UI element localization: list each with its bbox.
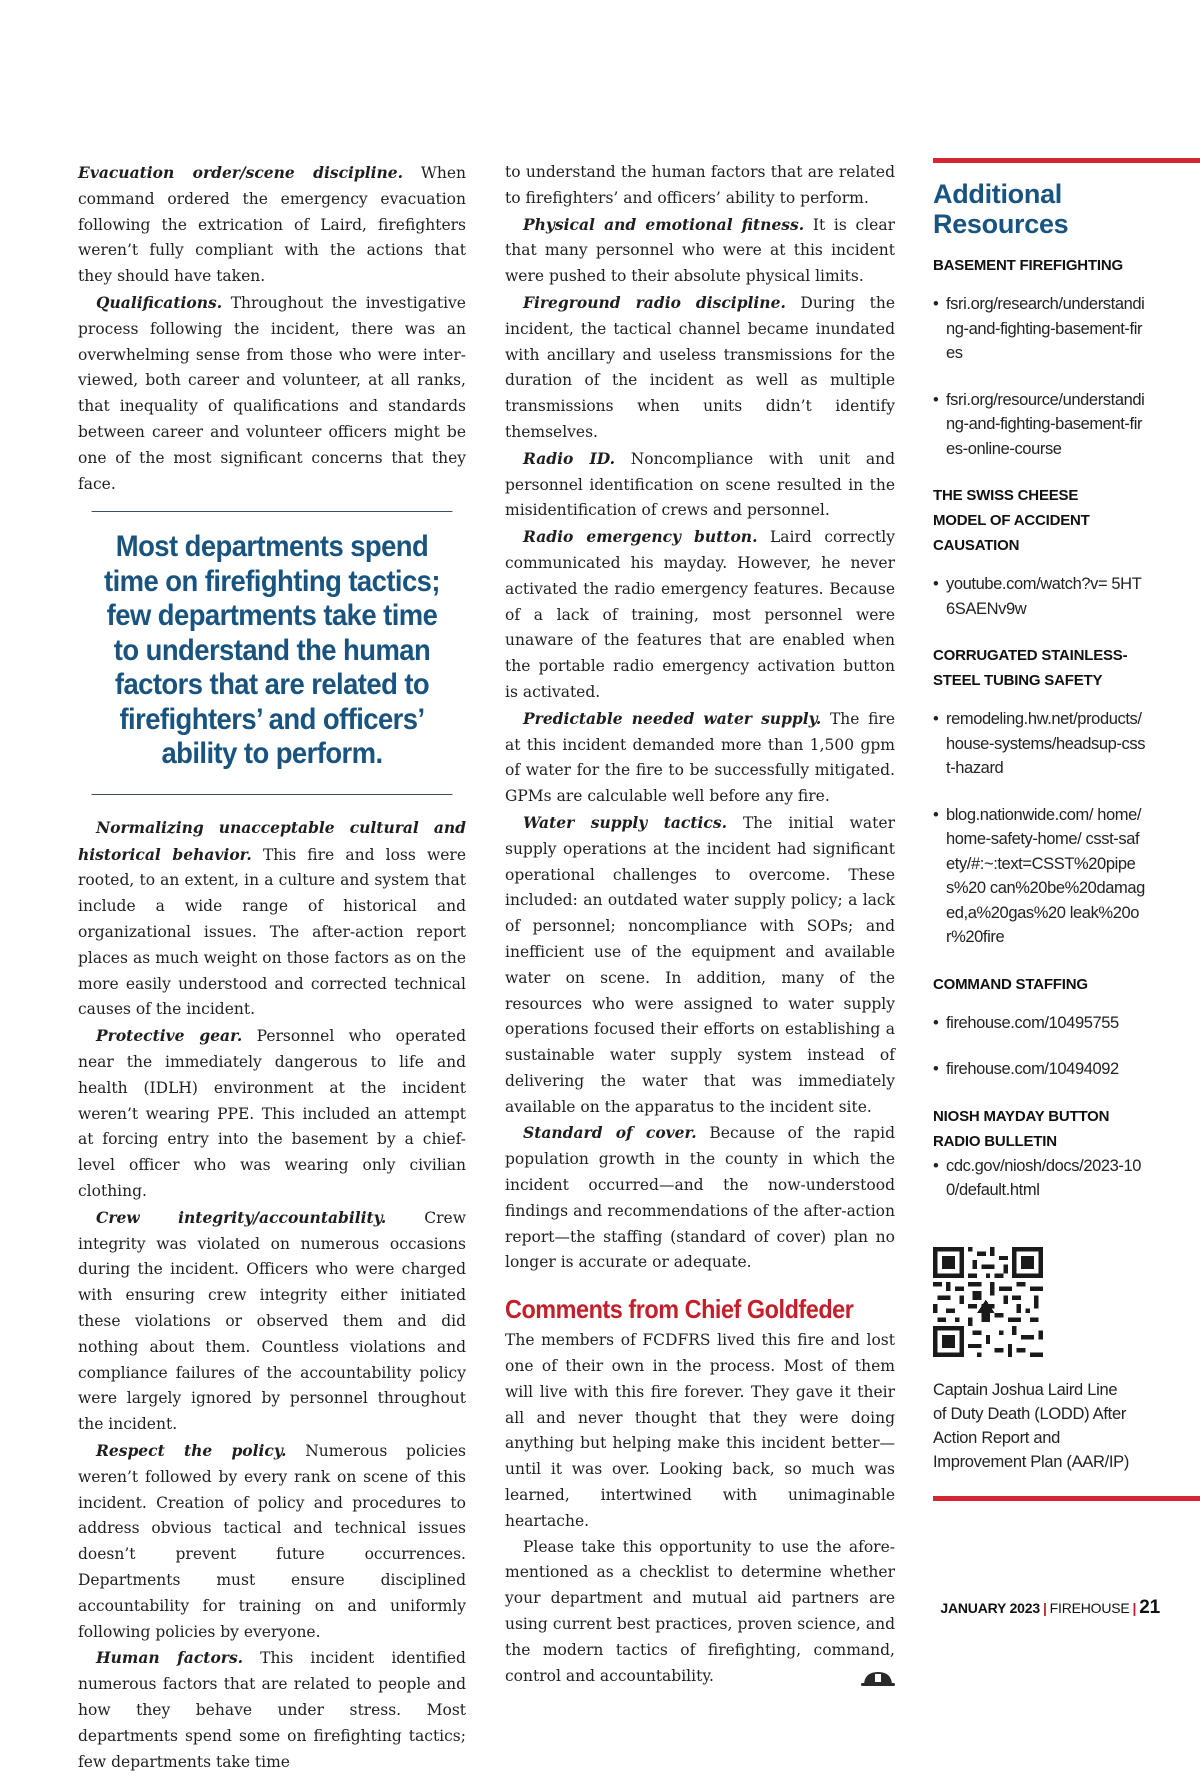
qr-caption: Captain Joshua Laird Line of Duty Death (LODD) After Action Report and Improvement Plan (AAR/IP) (933, 1380, 1130, 1471)
resource-link[interactable]: • firehouse.com/10494092 (933, 1057, 1146, 1082)
resource-section (933, 643, 1200, 950)
paragraph: Please take this opportunity to use the aforementioned as a checklist to determine whether your department and mutual aid partners are using current best practices, proven science, and the modern tactics of firefighting, command, control and accountability. (505, 1535, 895, 1690)
paragraph: The members of FCDFRS lived this fire and lost one of their own in the process. Most of them will live with this fire forever. They gave it their all and never thought that they were doing anything but helping make this incident better—until it was over. Looking back, so much was learned, intertwined with unimaginable heartache. (505, 1331, 895, 1530)
sidebar-title: Additional Resources (933, 179, 1069, 239)
resource-heading: NIOSH MAYDAY BUTTON RADIO BULLETIN (933, 1107, 1110, 1150)
paragraph: Radio emergency button. Laird correctly communicated his mayday. However, he never activated the radio emergency features. Because of a lack of training, most personnel were unaware of the features that are enabled when the portable radio emergency activation button is activated. (505, 527, 895, 701)
resource-section (933, 483, 1200, 621)
paragraph: Respect the policy. Numerous policies weren’t followed by every rank on scene of this incident. Creation of policy and procedures to address obvious tactical and technical issues doesn’t prevent future occurrences. Departments must ensure disciplined accountability for training on and uniformly following policies by everyone. (78, 1440, 466, 1641)
resource-section (933, 253, 1200, 461)
page-number: 21 (1139, 1597, 1160, 1618)
resource-link[interactable]: • firehouse.com/10495755 (933, 1011, 1146, 1036)
sidebar-bottom-rule (933, 1496, 1200, 1501)
resource-link[interactable]: • remodeling.hw.net/products/house-systems/headsup-csst-hazard (933, 707, 1146, 781)
resource-section (933, 1104, 1200, 1203)
qr-code[interactable] (933, 1247, 1043, 1357)
page-footer (940, 1597, 1160, 1619)
issue-date: JANUARY 2023 (940, 1600, 1040, 1616)
resource-link[interactable]: • cdc.gov/niosh/docs/2023-100/default.html (933, 1154, 1146, 1203)
pull-quote: Most departments spend time on firefighting tactics; few departments take time to understand the human factors that are related to firefighters’ and officers’ ability to perform. (92, 511, 453, 795)
paragraph: Protective gear. Personnel who operated near the immediately dangerous to life and health (IDLH) environment at the incident weren’t wearing PPE. This included an attempt at forcing entry into the basement by a chief-level officer who was wearing only civilian clothing. (78, 1026, 466, 1201)
article-column-2 (505, 160, 895, 1689)
footer-separator: | (1132, 1600, 1137, 1616)
publication-name: FIREHOUSE (1049, 1600, 1130, 1616)
resource-heading: THE SWISS CHEESE MODEL OF ACCIDENT CAUSATION (933, 487, 1090, 554)
resource-link[interactable]: • youtube.com/watch?v= 5HT6SAENv9w (933, 572, 1146, 621)
paragraph: Evacuation order/scene discipline. When command ordered the emergency evacuation following the extrication of Laird, firefighters weren’t fully compliant with the actions that they should have taken. (78, 163, 466, 286)
resource-heading: CORRUGATED STAINLESS-STEEL TUBING SAFETY (933, 647, 1128, 689)
paragraph: Crew integrity/accountability. Crew integrity was violated on numerous occasions during the incident. Officers who were charged with ensuring crew integrity either initiated these violations or observed them and did nothing about them. Countless violations and compliance failures of the accountability policy were largely ignored by personnel throughout the incident. (78, 1207, 466, 1434)
paragraph: Normalizing unacceptable cultural and historical behavior. This fire and loss were rooted, to an extent, in a culture and system that include a wide range of historical and organizational issues. The after-action report places as much weight on those factors as on the more easily understood and corrected technical causes of the incident. (78, 817, 466, 1019)
paragraph: Standard of cover. Because of the rapid population growth in the county in which the incident occurred—and the now-understood findings and recommendations of the after-action report—the staffing (standard of cover) plan no longer is accurate or adequate. (505, 1123, 895, 1272)
resource-heading: COMMAND STAFFING (933, 975, 1088, 993)
additional-resources-sidebar (933, 158, 1200, 1501)
resource-link[interactable]: • fsri.org/resource/understanding-and-fighting-basement-fires-online-course (933, 388, 1146, 462)
fire-helmet-icon (861, 1669, 895, 1687)
paragraph: Physical and emotional fitness. It is clear that many personnel who were at this incident were pushed to their absolute physical limits. (505, 214, 895, 286)
paragraph: Human factors. This incident identified numerous factors that are related to people and how they behave under stress. Most departments spend some on firefighting tactics; few departments take time (78, 1648, 466, 1771)
paragraph: Water supply tactics. The initial water supply operations at the incident had significant operational challenges to overcome. These included: an outdated water supply policy; a lack of personnel; noncompliance with SOPs; and inefficient use of the equipment and available water on scene. In addition, many of the resources who were assigned to water supply operations focused their efforts on establishing a sustainable water supply system instead of delivering the water that was immediately available on the apparatus to the incident site. (505, 812, 895, 1116)
paragraph: to understand the human factors that are related to firefighters’ and officers’ ability to perform. (505, 163, 895, 207)
paragraph: Qualifications. Throughout the investigative process following the incident, there was an overwhelming sense from those who were interviewed, both career and volunteer, at all ranks, that inequality of qualifications and standards between career and volunteer officers might be one of the most significant concerns that they face. (78, 292, 466, 493)
resource-heading: BASEMENT FIREFIGHTING (933, 257, 1123, 274)
resource-link[interactable]: • fsri.org/research/understanding-and-fighting-basement-fires (933, 292, 1146, 366)
sidebar-top-rule (933, 158, 1200, 163)
paragraph: Predictable needed water supply. The fire at this incident demanded more than 1,500 gpm of water for the fire to be successfully mitigated. GPMs are calculable well before any fire. (505, 708, 895, 806)
paragraph: Fireground radio discipline. During the incident, the tactical channel became inundated with ancillary and useless transmissions for the duration of the incident as well as multiple transmissions when units didn’t identify themselves. (505, 292, 895, 441)
section-heading: Comments from Chief Goldfeder (505, 1294, 854, 1325)
article-column-1 (78, 160, 466, 1775)
resource-section (933, 972, 1200, 1082)
footer-separator: | (1042, 1600, 1047, 1616)
resource-link[interactable]: • blog.nationwide.com/ home/home-safety-home/ csst-safety/#:~:text=CSST%20pipes%20 can%20be%20damaged,a%20gas%20 leak%20or%20fire (933, 803, 1146, 950)
paragraph: Radio ID. Noncompliance with unit and personnel identification on scene resulted in the misidentification of crews and personnel. (505, 448, 895, 520)
